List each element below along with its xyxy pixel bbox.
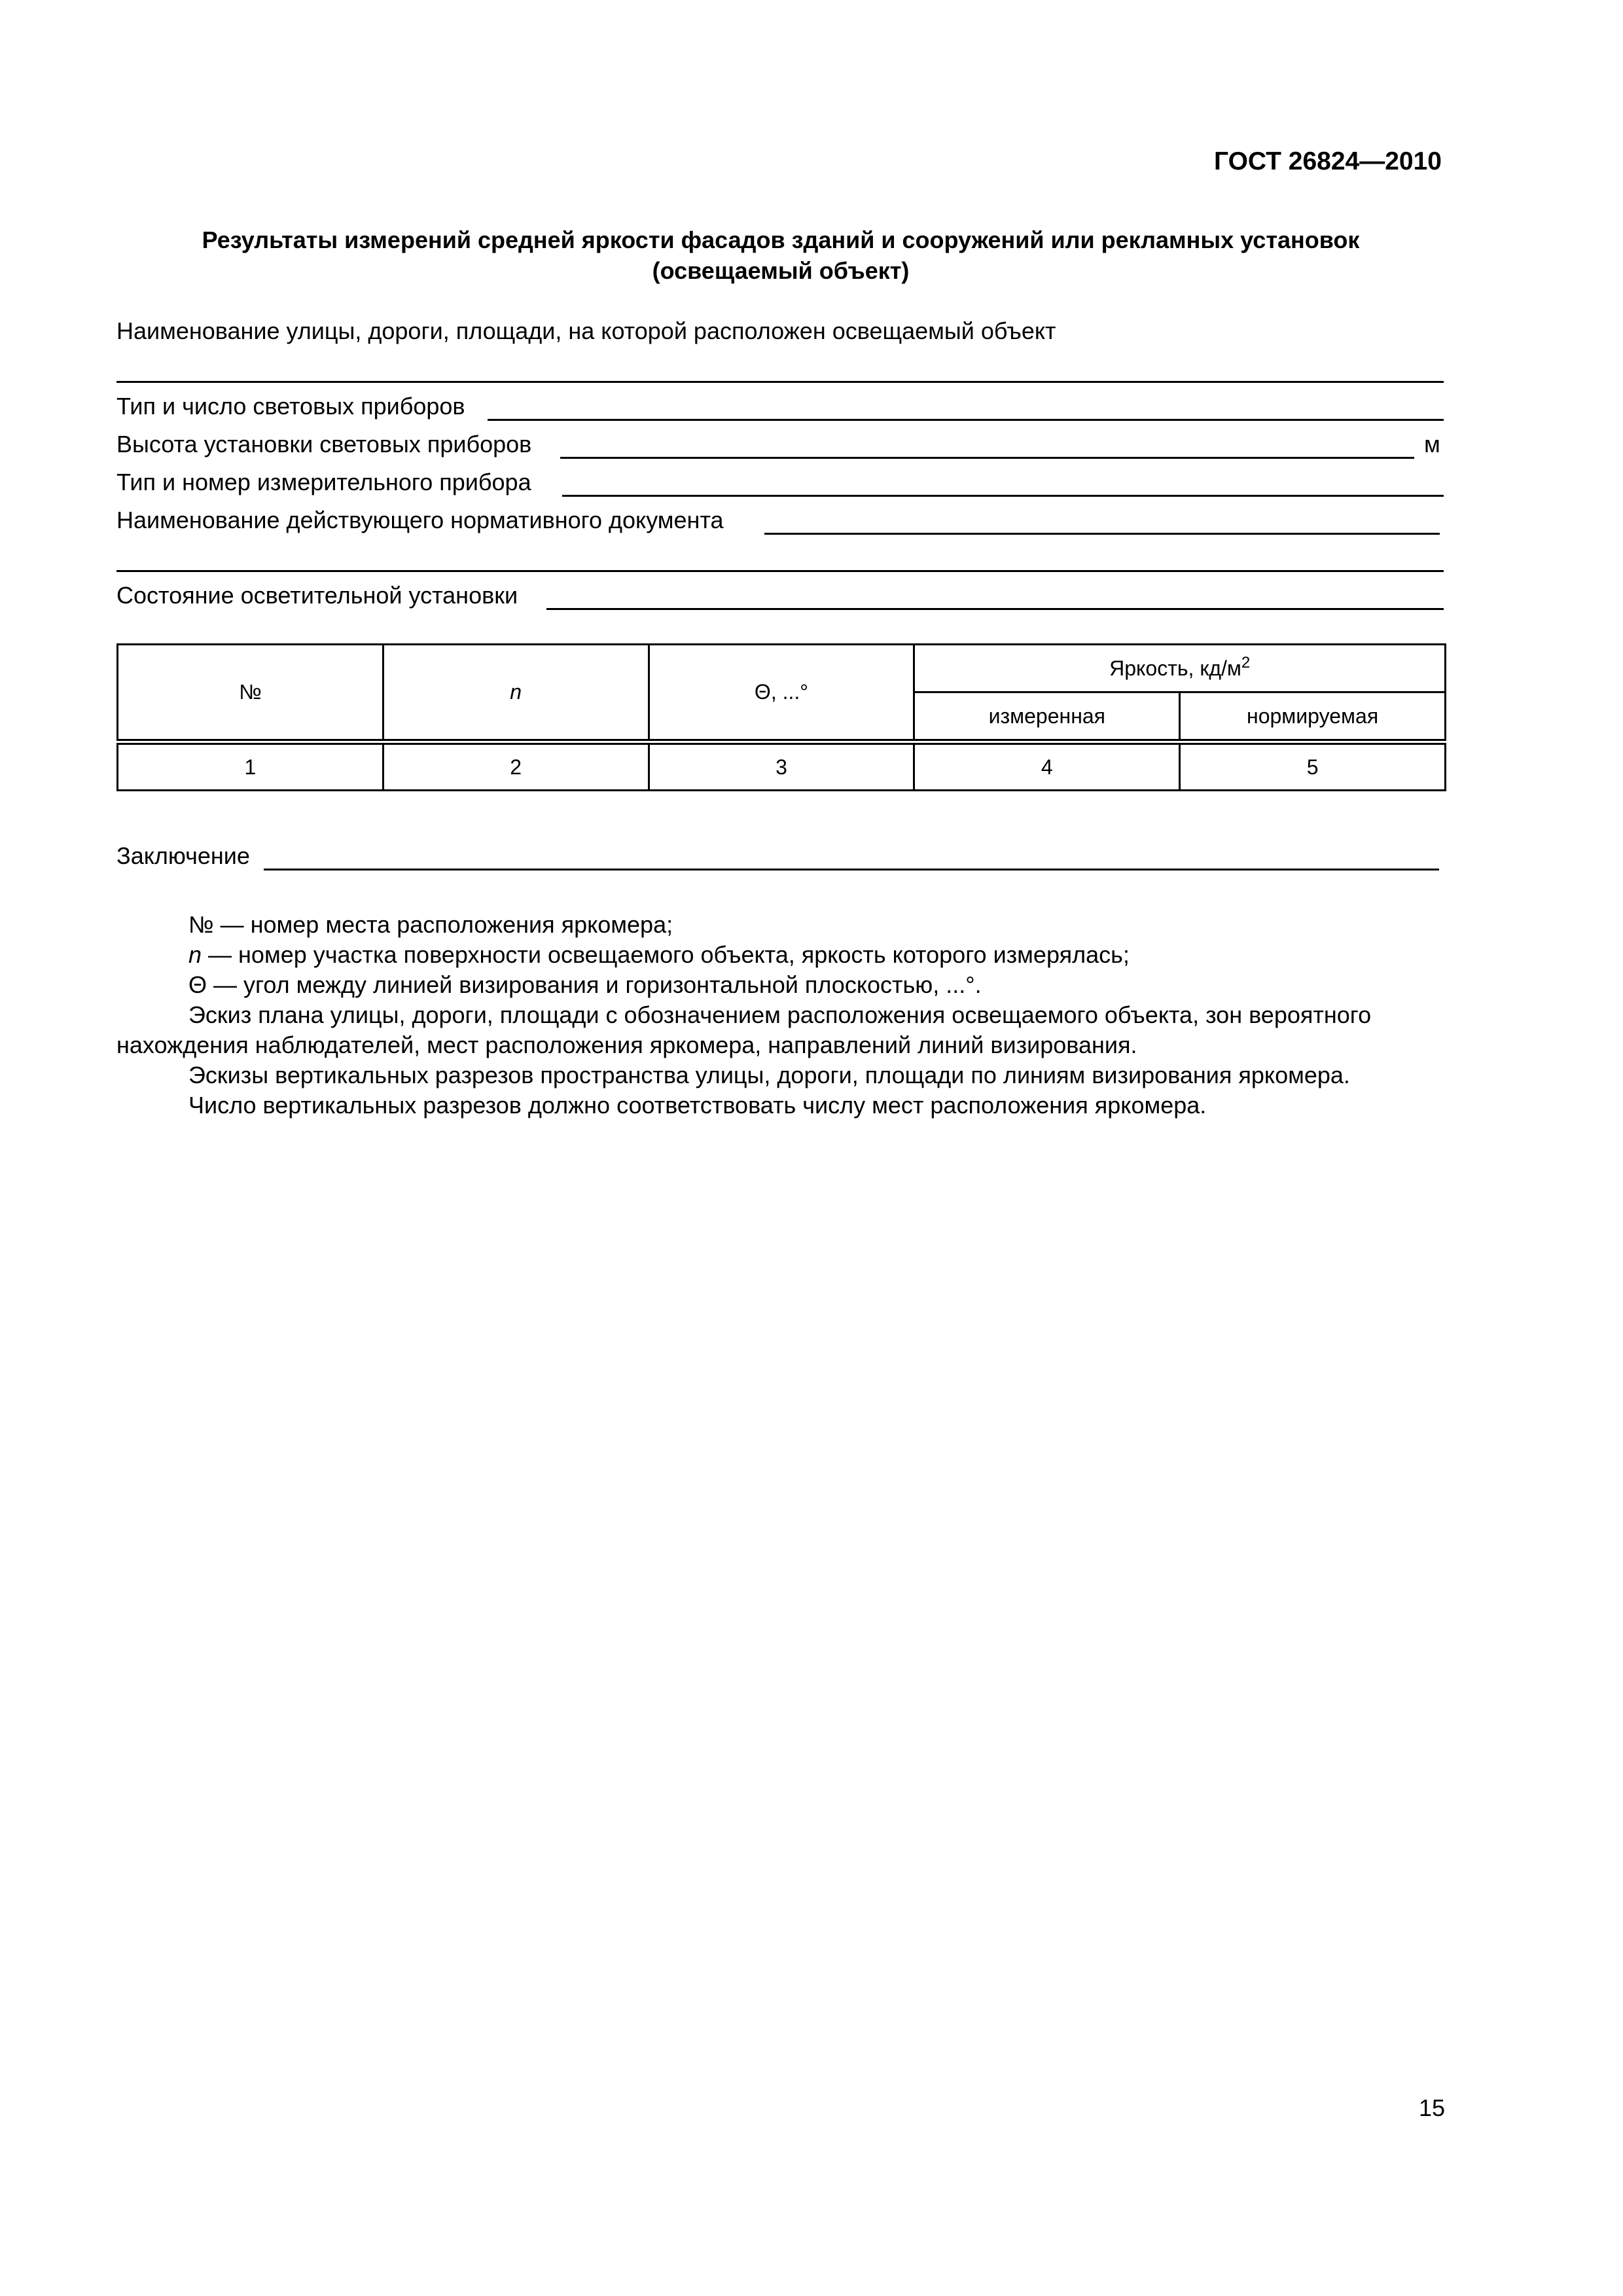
column-header-number: № — [118, 645, 383, 742]
standard-header: ГОСТ 26824—2010 — [1214, 147, 1442, 175]
note-n-text: — номер участка поверхности освещаемого объекта, яркость которого измерялась; — [202, 941, 1130, 968]
normative-document-line-2[interactable] — [116, 570, 1444, 572]
street-name-label: Наименование улицы, дороги, площади, на которой расположен освещаемый объект — [116, 317, 1056, 344]
column-number: 2 — [383, 742, 649, 791]
table-header-row — [118, 645, 1446, 692]
luminance-label: Яркость, кд/м — [1109, 656, 1241, 680]
document-title — [116, 224, 1445, 286]
installation-state-line[interactable] — [546, 608, 1444, 610]
note-number-text: — номер места расположения яркомера; — [213, 911, 673, 938]
column-header-luminance — [914, 645, 1446, 692]
note-sections-count: Число вертикальных разрезов должно соответствовать числу мест расположения яркомера. — [188, 1092, 1207, 1119]
column-number: 4 — [914, 742, 1180, 791]
column-number: 3 — [649, 742, 914, 791]
normative-document-line[interactable] — [764, 533, 1440, 535]
number-sign: № — [188, 911, 214, 938]
conclusion-label: Заключение — [116, 842, 250, 869]
column-header-n: n — [383, 645, 649, 742]
note-theta: Θ — угол между линией визирования и горизонтальной плоскостью, ...°. — [188, 971, 982, 998]
instrument-line[interactable] — [562, 495, 1444, 497]
installation-state-label: Состояние осветительной установки — [116, 582, 518, 609]
note-sketch-plan: Эскиз плана улицы, дороги, площади с обозначением расположения освещаемого объекта, зон вероятного нахождения наблюдателей, мест расположения яркомера, направлений линий визирования. — [116, 1001, 1372, 1058]
column-header-theta: Θ, ...° — [649, 645, 914, 742]
normative-document-label: Наименование действующего нормативного документа — [116, 507, 724, 533]
column-header-measured: измеренная — [914, 692, 1180, 742]
height-unit: м — [1424, 431, 1440, 457]
column-number-row — [118, 742, 1446, 791]
luminance-unit-exponent: 2 — [1241, 653, 1251, 672]
note-number-symbol — [116, 910, 1445, 940]
fixtures-type-label: Тип и число световых приборов — [116, 393, 465, 420]
street-name-line[interactable] — [116, 381, 1444, 383]
document-title-line-2: (освещаемый объект) — [652, 257, 910, 284]
instrument-label: Тип и номер измерительного прибора — [116, 469, 531, 495]
column-number: 5 — [1180, 742, 1446, 791]
mounting-height-label: Высота установки световых приборов — [116, 431, 532, 457]
mounting-height-line[interactable] — [560, 457, 1414, 459]
column-header-normalized: нормируемая — [1180, 692, 1446, 742]
n-symbol: n — [188, 941, 202, 968]
page-number: 15 — [1418, 2094, 1445, 2121]
results-table — [116, 643, 1446, 791]
conclusion-line[interactable] — [264, 869, 1439, 870]
document-title-line-1: Результаты измерений средней яркости фасадов зданий и сооружений или рекламных установок — [202, 226, 1360, 253]
fixtures-type-line[interactable] — [488, 419, 1444, 421]
note-n-symbol — [116, 940, 1445, 970]
note-sketch-sections: Эскизы вертикальных разрезов пространства улицы, дороги, площади по линиям визирования яркомера. — [188, 1062, 1350, 1088]
notes-block — [116, 910, 1445, 1121]
column-number: 1 — [118, 742, 383, 791]
